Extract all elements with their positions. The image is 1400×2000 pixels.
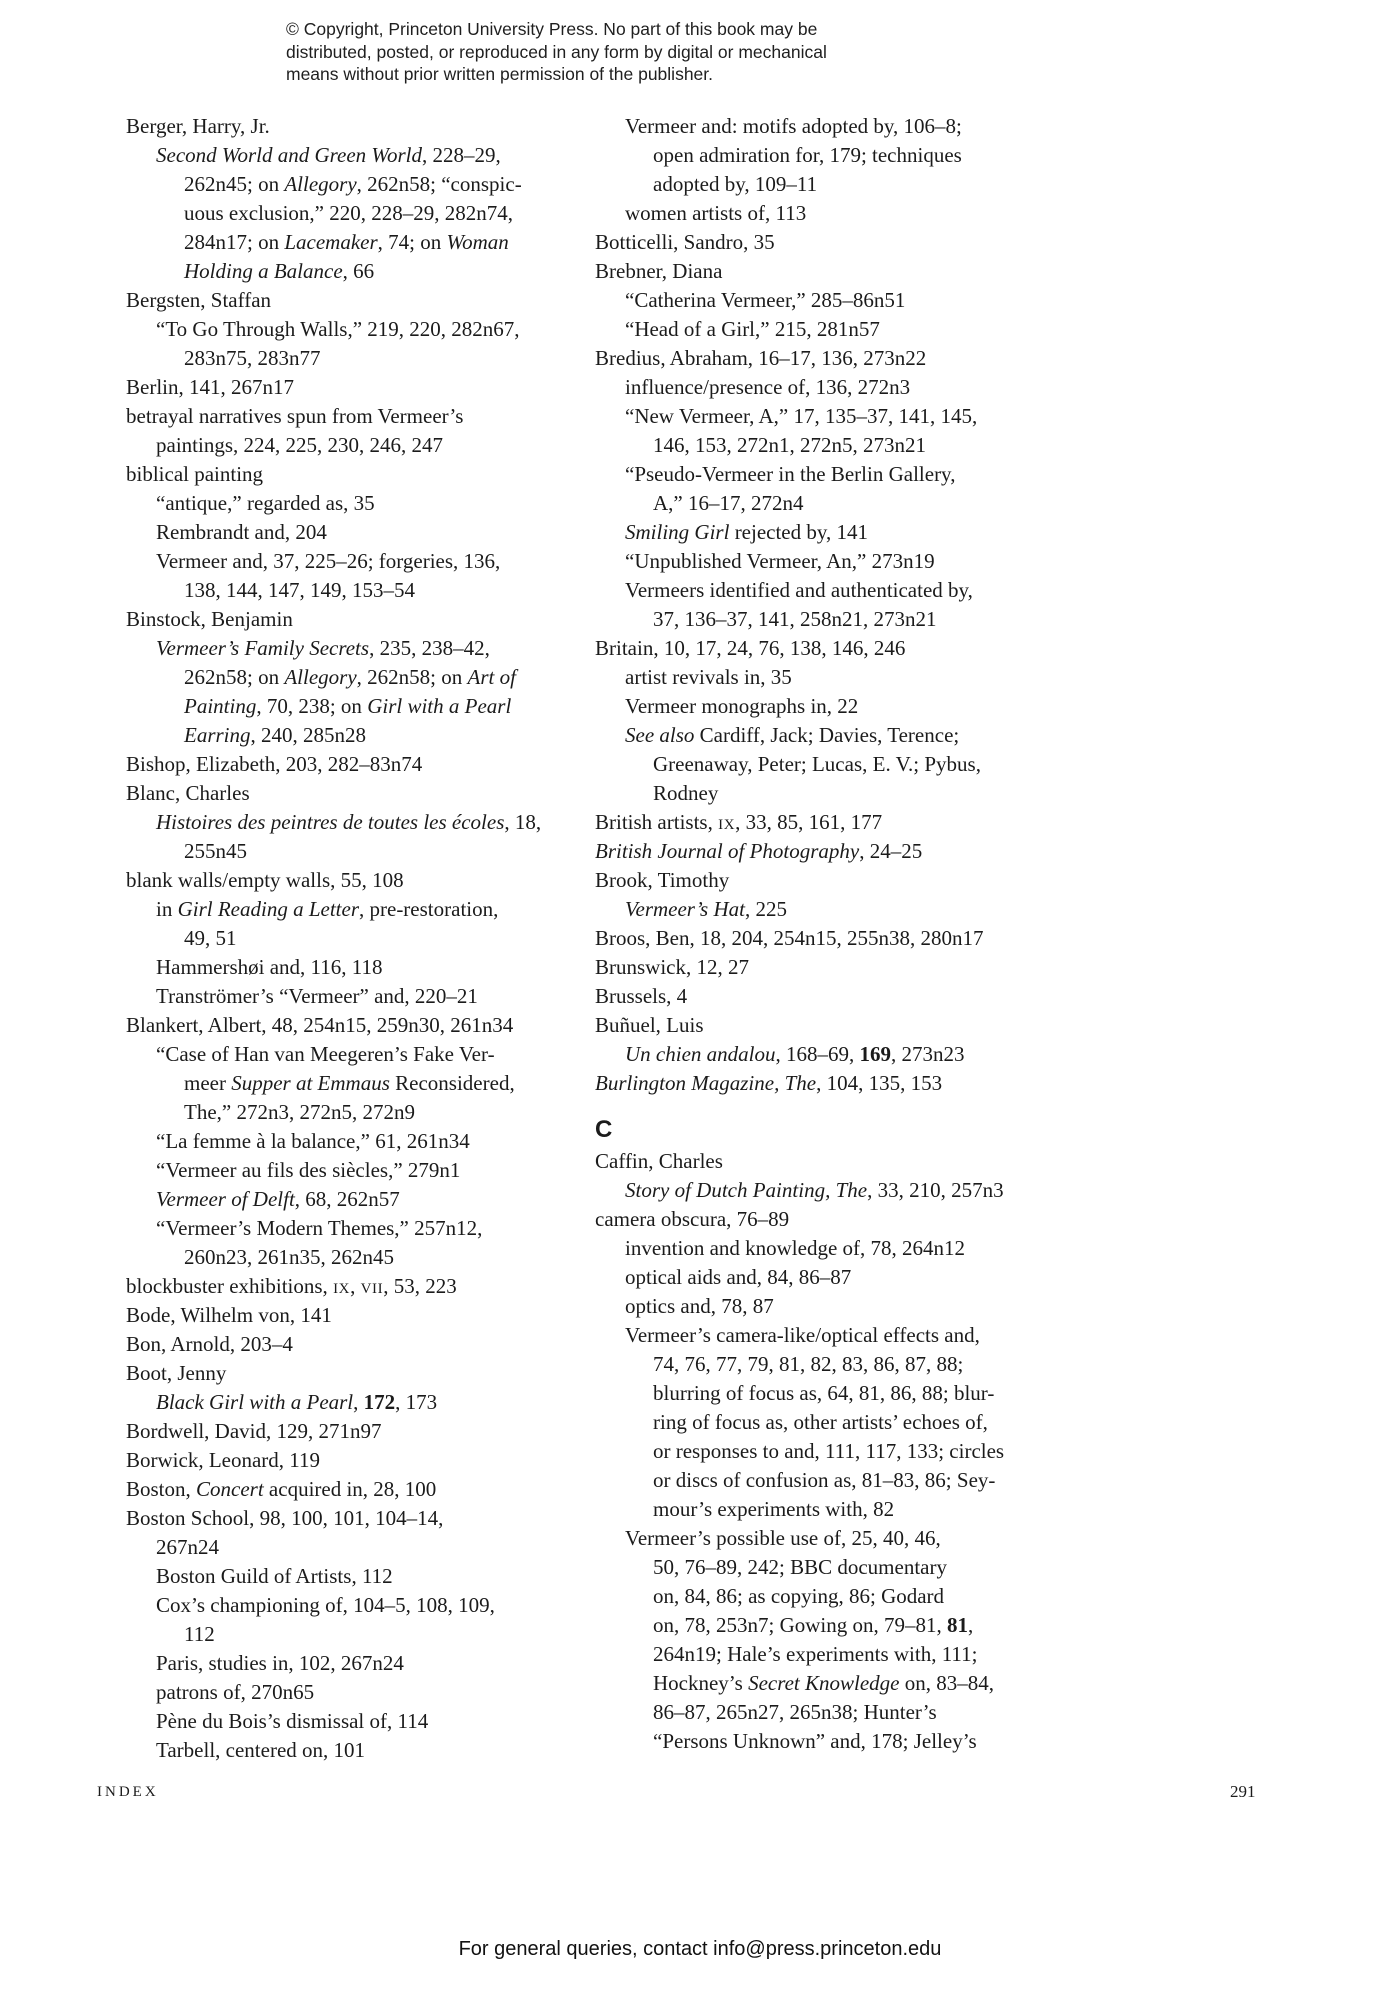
index-entry-line: A,” 16–17, 272n4 xyxy=(653,491,804,515)
index-entry-line: See also Cardiff, Jack; Davies, Terence; xyxy=(625,723,960,747)
index-entry-line: open admiration for, 179; techniques xyxy=(653,143,962,167)
index-entry-line: Broos, Ben, 18, 204, 254n15, 255n38, 280n17 xyxy=(595,926,984,950)
index-entry-line: ring of focus as, other artists’ echoes of, xyxy=(653,1410,988,1434)
index-entry-line: or responses to and, 111, 117, 133; circles xyxy=(653,1439,1005,1463)
index-entry-line: Histoires des peintres de toutes les écoles, 18, xyxy=(156,810,542,834)
copyright-line: distributed, posted, or reproduced in any form by digital or mechanical xyxy=(286,41,827,62)
index-entry-line: “Unpublished Vermeer, An,” 273n19 xyxy=(625,549,935,573)
index-entry-line: 146, 153, 272n1, 272n5, 273n21 xyxy=(653,433,926,457)
index-entry-line: Smiling Girl rejected by, 141 xyxy=(625,520,869,544)
index-entry-line: Brussels, 4 xyxy=(595,984,688,1008)
index-entry-line: Bordwell, David, 129, 271n97 xyxy=(126,1419,382,1443)
index-entry-line: 267n24 xyxy=(156,1535,219,1559)
copyright-line: means without prior written permission of the publisher. xyxy=(286,64,714,84)
index-entry-line: “Catherina Vermeer,” 285–86n51 xyxy=(625,288,906,312)
index-entry-line: Tarbell, centered on, 101 xyxy=(156,1738,366,1762)
index-entry-line: Painting, 70, 238; on Girl with a Pearl xyxy=(184,694,512,718)
index-entry-line: 264n19; Hale’s experiments with, 111; xyxy=(653,1642,978,1666)
index-entry-line: 262n45; on Allegory, 262n58; “conspic- xyxy=(184,172,522,196)
index-entry-line: Cox’s championing of, 104–5, 108, 109, xyxy=(156,1593,495,1617)
index-entry-line: optics and, 78, 87 xyxy=(625,1294,774,1318)
index-entry-line: Earring, 240, 285n28 xyxy=(184,723,367,747)
index-entry-line: 49, 51 xyxy=(184,926,237,950)
index-entry-line: Bon, Arnold, 203–4 xyxy=(126,1332,293,1356)
index-entry-line: Britain, 10, 17, 24, 76, 138, 146, 246 xyxy=(595,636,906,660)
index-entry-line: 255n45 xyxy=(184,839,247,863)
index-entry-line: betrayal narratives spun from Vermeer’s xyxy=(126,404,464,428)
index-entry-line: Boston Guild of Artists, 112 xyxy=(156,1564,393,1588)
index-entry-line: on, 78, 253n7; Gowing on, 79–81, 81, xyxy=(653,1613,974,1637)
index-entry-line: paintings, 224, 225, 230, 246, 247 xyxy=(156,433,443,457)
running-foot-section-label: INDEX xyxy=(97,1784,159,1800)
index-entry-line: 262n58; on Allegory, 262n58; on Art of xyxy=(184,665,516,689)
index-entry-line: patrons of, 270n65 xyxy=(156,1680,315,1704)
index-entry-line: 74, 76, 77, 79, 81, 82, 83, 86, 87, 88; xyxy=(653,1352,964,1376)
index-entry-line: Vermeer’s Hat, 225 xyxy=(625,897,787,921)
index-entry-line: Blankert, Albert, 48, 254n15, 259n30, 261n34 xyxy=(126,1013,514,1037)
index-column-left xyxy=(126,112,566,1765)
index-entry-line: Burlington Magazine, The, 104, 135, 153 xyxy=(595,1071,943,1095)
index-entry-line: Black Girl with a Pearl, 172, 173 xyxy=(156,1390,438,1414)
index-entry-line: “To Go Through Walls,” 219, 220, 282n67, xyxy=(156,317,520,341)
index-entry-line: meer Supper at Emmaus Reconsidered, xyxy=(184,1071,515,1095)
index-entry-line: Caffin, Charles xyxy=(595,1149,723,1173)
index-entry-line: Vermeer and, 37, 225–26; forgeries, 136, xyxy=(156,549,501,573)
index-entry-line: 284n17; on Lacemaker, 74; on Woman xyxy=(184,230,509,254)
index-entry-line: blurring of focus as, 64, 81, 86, 88; blur- xyxy=(653,1381,995,1405)
index-entry-line: Buñuel, Luis xyxy=(595,1013,704,1037)
index-entry-line: “Vermeer’s Modern Themes,” 257n12, xyxy=(156,1216,483,1240)
index-entry-line: Vermeer’s Family Secrets, 235, 238–42, xyxy=(156,636,490,660)
index-entry-line: “antique,” regarded as, 35 xyxy=(156,491,375,515)
index-entry-line: “Vermeer au fils des siècles,” 279n1 xyxy=(156,1158,461,1182)
index-entry-line: Boot, Jenny xyxy=(126,1361,227,1385)
index-entry-line: Berlin, 141, 267n17 xyxy=(126,375,294,399)
index-entry-line: “New Vermeer, A,” 17, 135–37, 141, 145, xyxy=(625,404,978,428)
index-entry-line: Brunswick, 12, 27 xyxy=(595,955,749,979)
index-entry-line: “Case of Han van Meegeren’s Fake Ver- xyxy=(156,1042,495,1066)
index-entry-line: Rembrandt and, 204 xyxy=(156,520,327,544)
index-entry-line: biblical painting xyxy=(126,462,264,486)
index-entry-line: Brebner, Diana xyxy=(595,259,723,283)
index-entry-line: 37, 136–37, 141, 258n21, 273n21 xyxy=(653,607,937,631)
index-entry-line: Vermeer monographs in, 22 xyxy=(625,694,859,718)
index-entry-line: Holding a Balance, 66 xyxy=(184,259,375,283)
index-entry-line: Borwick, Leonard, 119 xyxy=(126,1448,321,1472)
index-entry-line: Bishop, Elizabeth, 203, 282–83n74 xyxy=(126,752,423,776)
index-entry-line: in Girl Reading a Letter, pre-restoration, xyxy=(156,897,499,921)
index-entry-line: Un chien andalou, 168–69, 169, 273n23 xyxy=(625,1042,965,1066)
index-entry-line: Story of Dutch Painting, The, 33, 210, 257n3 xyxy=(625,1178,1004,1202)
index-entry-line: 86–87, 265n27, 265n38; Hunter’s xyxy=(653,1700,937,1724)
index-entry-line: Pène du Bois’s dismissal of, 114 xyxy=(156,1709,429,1733)
index-entry-line: “Head of a Girl,” 215, 281n57 xyxy=(625,317,880,341)
index-entry-line: women artists of, 113 xyxy=(625,201,807,225)
index-entry-line: Tranströmer’s “Vermeer” and, 220–21 xyxy=(156,984,478,1008)
copyright-line: © Copyright, Princeton University Press. No part of this book may be xyxy=(286,19,818,39)
index-entry-line: Vermeer’s camera-like/optical effects and, xyxy=(625,1323,980,1347)
index-column-right xyxy=(595,112,1035,1756)
index-entry-line: “Persons Unknown” and, 178; Jelley’s xyxy=(653,1729,977,1753)
index-entry-line: British artists, ix, 33, 85, 161, 177 xyxy=(595,810,883,834)
index-entry-line: Hammershøi and, 116, 118 xyxy=(156,955,383,979)
index-entry-line: “La femme à la balance,” 61, 261n34 xyxy=(156,1129,470,1153)
copyright-notice xyxy=(286,18,827,86)
index-entry-line: Blanc, Charles xyxy=(126,781,250,805)
index-entry-line: mour’s experiments with, 82 xyxy=(653,1497,895,1521)
index-entry-line: Boston, Concert acquired in, 28, 100 xyxy=(126,1477,437,1501)
index-entry-line: Vermeer of Delft, 68, 262n57 xyxy=(156,1187,400,1211)
index-entry-line: blockbuster exhibitions, ix, vii, 53, 223 xyxy=(126,1274,457,1298)
index-entry-line: uous exclusion,” 220, 228–29, 282n74, xyxy=(184,201,513,225)
index-entry-line: blank walls/empty walls, 55, 108 xyxy=(126,868,404,892)
index-entry-line: British Journal of Photography, 24–25 xyxy=(595,839,923,863)
index-entry-line: Vermeer’s possible use of, 25, 40, 46, xyxy=(625,1526,941,1550)
index-entry-line: artist revivals in, 35 xyxy=(625,665,792,689)
index-entry-line: optical aids and, 84, 86–87 xyxy=(625,1265,852,1289)
page-number: 291 xyxy=(1230,1782,1256,1801)
index-entry-line: “Pseudo-Vermeer in the Berlin Gallery, xyxy=(625,462,956,486)
index-entry-line: invention and knowledge of, 78, 264n12 xyxy=(625,1236,966,1260)
index-entry-line: on, 84, 86; as copying, 86; Godard xyxy=(653,1584,945,1608)
index-entry-line: Greenaway, Peter; Lucas, E. V.; Pybus, xyxy=(653,752,981,776)
index-entry-line: 283n75, 283n77 xyxy=(184,346,321,370)
index-entry-line: Second World and Green World, 228–29, xyxy=(156,143,501,167)
index-entry-line: Paris, studies in, 102, 267n24 xyxy=(156,1651,404,1675)
index-entry-line: 112 xyxy=(184,1622,215,1646)
index-entry-line: Bode, Wilhelm von, 141 xyxy=(126,1303,332,1327)
index-entry-line: 138, 144, 147, 149, 153–54 xyxy=(184,578,415,602)
index-entry-line: The,” 272n3, 272n5, 272n9 xyxy=(184,1100,415,1124)
index-entry-line: Bergsten, Staffan xyxy=(126,288,272,312)
index-entry-line: Botticelli, Sandro, 35 xyxy=(595,230,775,254)
index-entry-line: Boston School, 98, 100, 101, 104–14, xyxy=(126,1506,444,1530)
index-entry-line: influence/presence of, 136, 272n3 xyxy=(625,375,911,399)
index-entry-line: 260n23, 261n35, 262n45 xyxy=(184,1245,394,1269)
index-entry-line: Vermeers identified and authenticated by, xyxy=(625,578,973,602)
index-entry-line: or discs of confusion as, 81–83, 86; Sey- xyxy=(653,1468,996,1492)
index-entry-line: Brook, Timothy xyxy=(595,868,730,892)
index-entry-line: Rodney xyxy=(653,781,719,805)
contact-footer-line: For general queries, contact info@press.princeton.edu xyxy=(458,1938,942,1960)
index-entry-line: adopted by, 109–11 xyxy=(653,172,818,196)
index-entry-line: camera obscura, 76–89 xyxy=(595,1207,790,1231)
index-entry-line: Berger, Harry, Jr. xyxy=(126,114,270,138)
index-entry-line: Binstock, Benjamin xyxy=(126,607,293,631)
index-entry-line: Vermeer and: motifs adopted by, 106–8; xyxy=(625,114,962,138)
section-heading: C xyxy=(595,1116,613,1143)
index-entry-line: Bredius, Abraham, 16–17, 136, 273n22 xyxy=(595,346,927,370)
index-entry-line: Hockney’s Secret Knowledge on, 83–84, xyxy=(653,1671,995,1695)
index-entry-line: 50, 76–89, 242; BBC documentary xyxy=(653,1555,947,1579)
